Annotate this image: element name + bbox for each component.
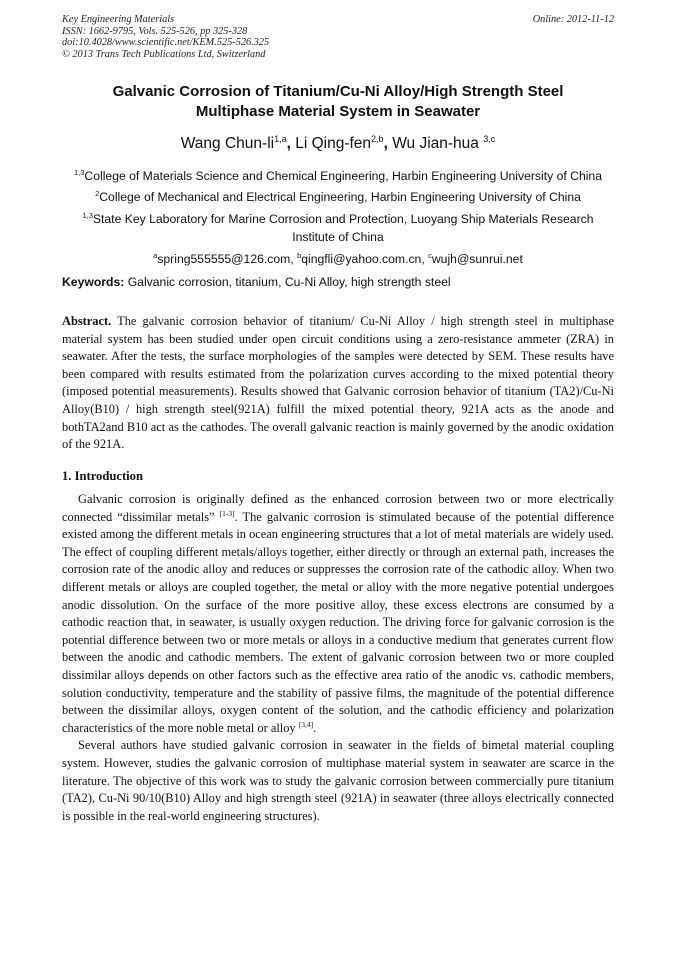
abstract-paragraph bbox=[62, 313, 614, 454]
affil-text: College of Mechanical and Electrical Engineering, Harbin Engineering University of China bbox=[99, 190, 581, 205]
keywords-text: Galvanic corrosion, titanium, Cu-Ni Alloy, high strength steel bbox=[124, 275, 451, 289]
affil-text: College of Materials Science and Chemical Engineering, Harbin Engineering University of China bbox=[84, 169, 602, 184]
author-affil-mark: 2,b bbox=[371, 134, 384, 144]
affil-mark: 1,3 bbox=[82, 210, 93, 220]
email-text: wujh@sunrui.net bbox=[431, 251, 523, 266]
author-name: Wu Jian-hua bbox=[392, 135, 484, 153]
author-affil-mark: 3,c bbox=[483, 134, 496, 144]
affiliation-list bbox=[62, 164, 614, 268]
citation-ref: [1-3] bbox=[219, 508, 235, 518]
title-line-1: Galvanic Corrosion of Titanium/Cu-Ni Alloy/High Strength Steel bbox=[112, 83, 564, 100]
author-separator: , bbox=[286, 135, 296, 153]
title-line-2: Multiphase Material System in Seawater bbox=[195, 103, 481, 120]
issn-line: ISSN: 1662-9795, Vols. 525-526, pp 325-328 bbox=[62, 25, 248, 37]
body-paragraph: Several authors have studied galvanic corrosion in seawater in the fields of bimetal material coupling system. However, studies the galvanic corrosion of multiphase material system in seawater are scarce in the literature. The objective of this work was to study the galvanic corrosion between commercially pure titanium (TA2), Cu-Ni 90/10(B10) Alloy and high strength steel (921A) in seawater (three alloys electrically connected is possible in the real-world engineering structures). bbox=[62, 738, 614, 823]
email-text: qingfli@yahoo.com.cn, bbox=[301, 251, 429, 266]
keywords-line bbox=[62, 275, 614, 289]
affil-mark: 2 bbox=[95, 189, 100, 199]
author-list bbox=[62, 134, 614, 153]
affil-mark: 1,3 bbox=[73, 168, 85, 177]
paper-title bbox=[62, 82, 614, 122]
journal-header bbox=[62, 14, 614, 60]
email-mark: b bbox=[297, 250, 302, 260]
email-text: spring555555@126.com, bbox=[157, 251, 298, 266]
journal-name: Key Engineering Materials bbox=[62, 14, 175, 25]
affiliation-line bbox=[62, 164, 614, 185]
citation-ref: [3,4] bbox=[298, 719, 314, 729]
section-body bbox=[62, 491, 614, 825]
copyright-line: © 2013 Trans Tech Publications Ltd, Switzerland bbox=[62, 48, 266, 60]
keywords-label: Keywords: bbox=[62, 275, 125, 289]
affiliation-line bbox=[62, 207, 614, 228]
author-separator: , bbox=[383, 135, 393, 153]
email-mark: a bbox=[153, 250, 158, 260]
abstract-text: The galvanic corrosion behavior of titanium/ Cu-Ni Alloy / high strength steel in multiphase material system has been studied under open circuit conditions using a zero-resistance ammeter (ZRA) in seawater. After the tests, the surface morphologies of the samples were detected by SEM. These results have been compared with results estimated from the polarization curves according to the mixed potential theory (imposed potential measurements). Results showed that Galvanic corrosion behavior of titanium (TA2)/Cu-Ni Alloy(B10) / high strength steel(921A) fulfill the mixed potential theory, 921A acts as the anode and bothTA2and B10 act as the cathodes. The overall galvanic reaction is mainly governed by the anodic oxidation of the 921A. bbox=[62, 314, 614, 452]
paragraph-text: . The galvanic corrosion is stimulated because of the potential difference existed among the different metals in ocean engineering structures that a lot of metal materials are widely used. The effect of coupling different metals/alloys together, either directly or through an external path, increases the corrosion rate of the anodic alloy and reduces or suppresses the corrosion rate of the cathodic alloy. When two different metals or alloys are coupled together, the metal or alloy with the more negative potential undergoes anodic dissolution. On the surface of the more positive alloy, these excess electrons are consumed by a cathodic reaction that, in seawater, is usually oxygen reduction. The driving force for galvanic corrosion is the potential difference between two or more metals or alloys in a conductive medium that generates current flow between the anodic and cathodic members. The extent of galvanic corrosion between two or more coupled dissimilar alloys depends on other factors such as the effective area ratio of the anodic vs. cathodic members, solution conductivity, temperature and the stability of passive films, the magnitude of the potential difference between the dissimilar alloys, oxygen content of the solution, and the cathodic efficiency and polarization characteristics of the more noble metal or alloy bbox=[62, 509, 615, 735]
paragraph-text: . bbox=[313, 720, 317, 735]
doi-line: doi:10.4028/www.scientific.net/KEM.525-526.325 bbox=[62, 37, 270, 49]
paragraph-text: Galvanic corrosion is originally defined as the enhanced corrosion between two or more electrically connected “dissimilar metals” bbox=[62, 492, 614, 524]
email-mark: c bbox=[428, 250, 432, 260]
section-heading: 1. Introduction bbox=[62, 469, 143, 483]
email-line bbox=[62, 247, 614, 268]
author-name: Wang Chun-li bbox=[180, 135, 275, 153]
affil-text: State Key Laboratory for Marine Corrosion and Protection, Luoyang Ship Materials Research bbox=[92, 212, 594, 226]
author-name: Li Qing-fen bbox=[295, 135, 372, 153]
online-date: Online: 2012-11-12 bbox=[532, 14, 614, 25]
affil-text: Institute of China bbox=[292, 230, 384, 245]
affiliation-line bbox=[62, 185, 614, 206]
body-paragraph bbox=[62, 491, 614, 737]
author-affil-mark: 1,a bbox=[274, 134, 287, 144]
affiliation-line bbox=[62, 228, 614, 246]
abstract-label: Abstract. bbox=[62, 314, 112, 328]
